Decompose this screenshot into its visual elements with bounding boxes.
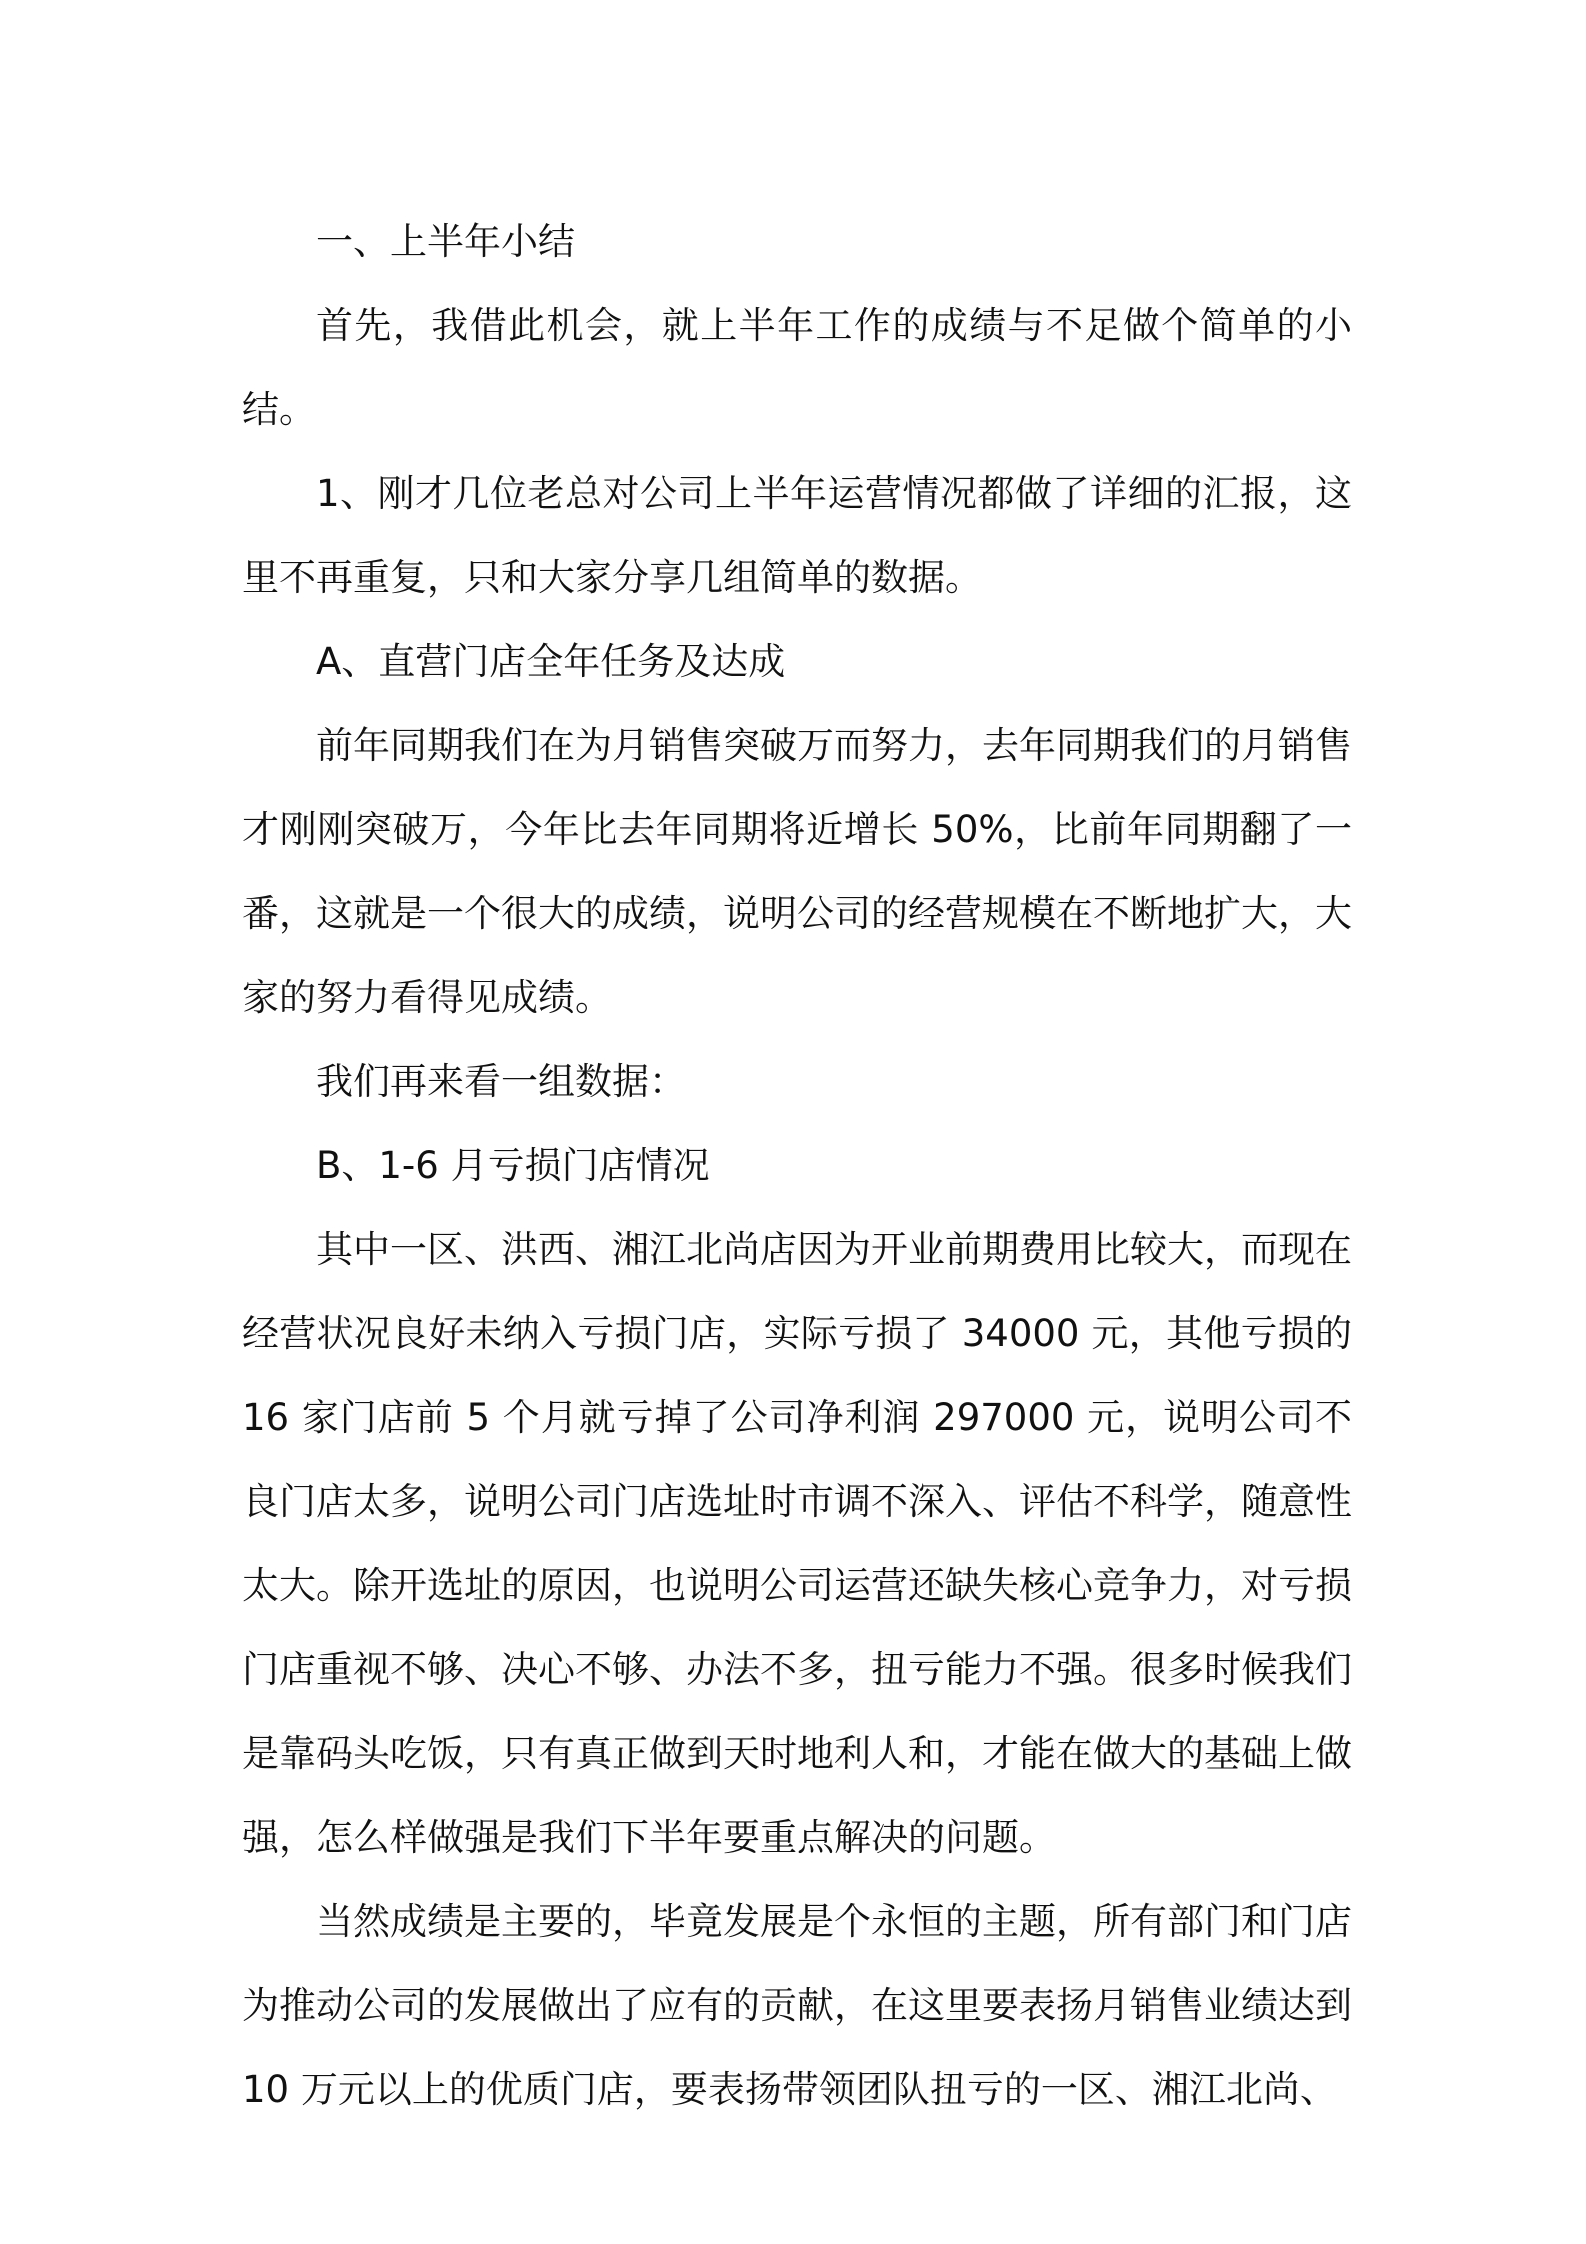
paragraph-point-1: 1、刚才几位老总对公司上半年运营情况都做了详细的汇报，这里不再重复，只和大家分享几组简单的数据。 — [242, 472, 1352, 599]
paragraph-intro: 首先，我借此机会，就上半年工作的成绩与不足做个简单的小结。 — [242, 304, 1352, 431]
paragraph-sales-growth: 前年同期我们在为月销售突破万而努力，去年同期我们的月销售才刚刚突破万，今年比去年同期将近增长 50%，比前年同期翻了一番，这就是一个很大的成绩，说明公司的经营规模在不断地扩大，大家的努力看得见成绩。 — [242, 724, 1352, 1019]
subheading-a: A、直营门店全年任务及达成 — [316, 640, 786, 683]
paragraph-data-intro: 我们再来看一组数据： — [316, 1060, 686, 1103]
section-heading: 一、上半年小结 — [316, 220, 575, 263]
paragraph-loss-stores: 其中一区、洪西、湘江北尚店因为开业前期费用比较大，而现在经营状况良好未纳入亏损门店，实际亏损了 34000 元，其他亏损的 16 家门店前 5 个月就亏掉了公司净利润 297000 元，说明公司不良门店太多，说明公司门店选址时市调不深入、评估不科学，随意性太大。除开选址的原因，也说明公司运营还缺失核心竞争力，对亏损门店重视不够、决心不够、办法不多，扭亏能力不强。很多时候我们是靠码头吃饭，只有真正做到天时地利人和，才能在做大的基础上做强，怎么样做强是我们下半年要重点解决的问题。 — [242, 1228, 1352, 1859]
document-body — [242, 200, 1352, 2132]
subheading-b: B、1-6 月亏损门店情况 — [316, 1144, 710, 1187]
paragraph-achievements: 当然成绩是主要的，毕竟发展是个永恒的主题，所有部门和门店为推动公司的发展做出了应有的贡献，在这里要表扬月销售业绩达到 10 万元以上的优质门店，要表扬带领团队扭亏的一区、湘江北尚、 — [242, 1900, 1352, 2111]
